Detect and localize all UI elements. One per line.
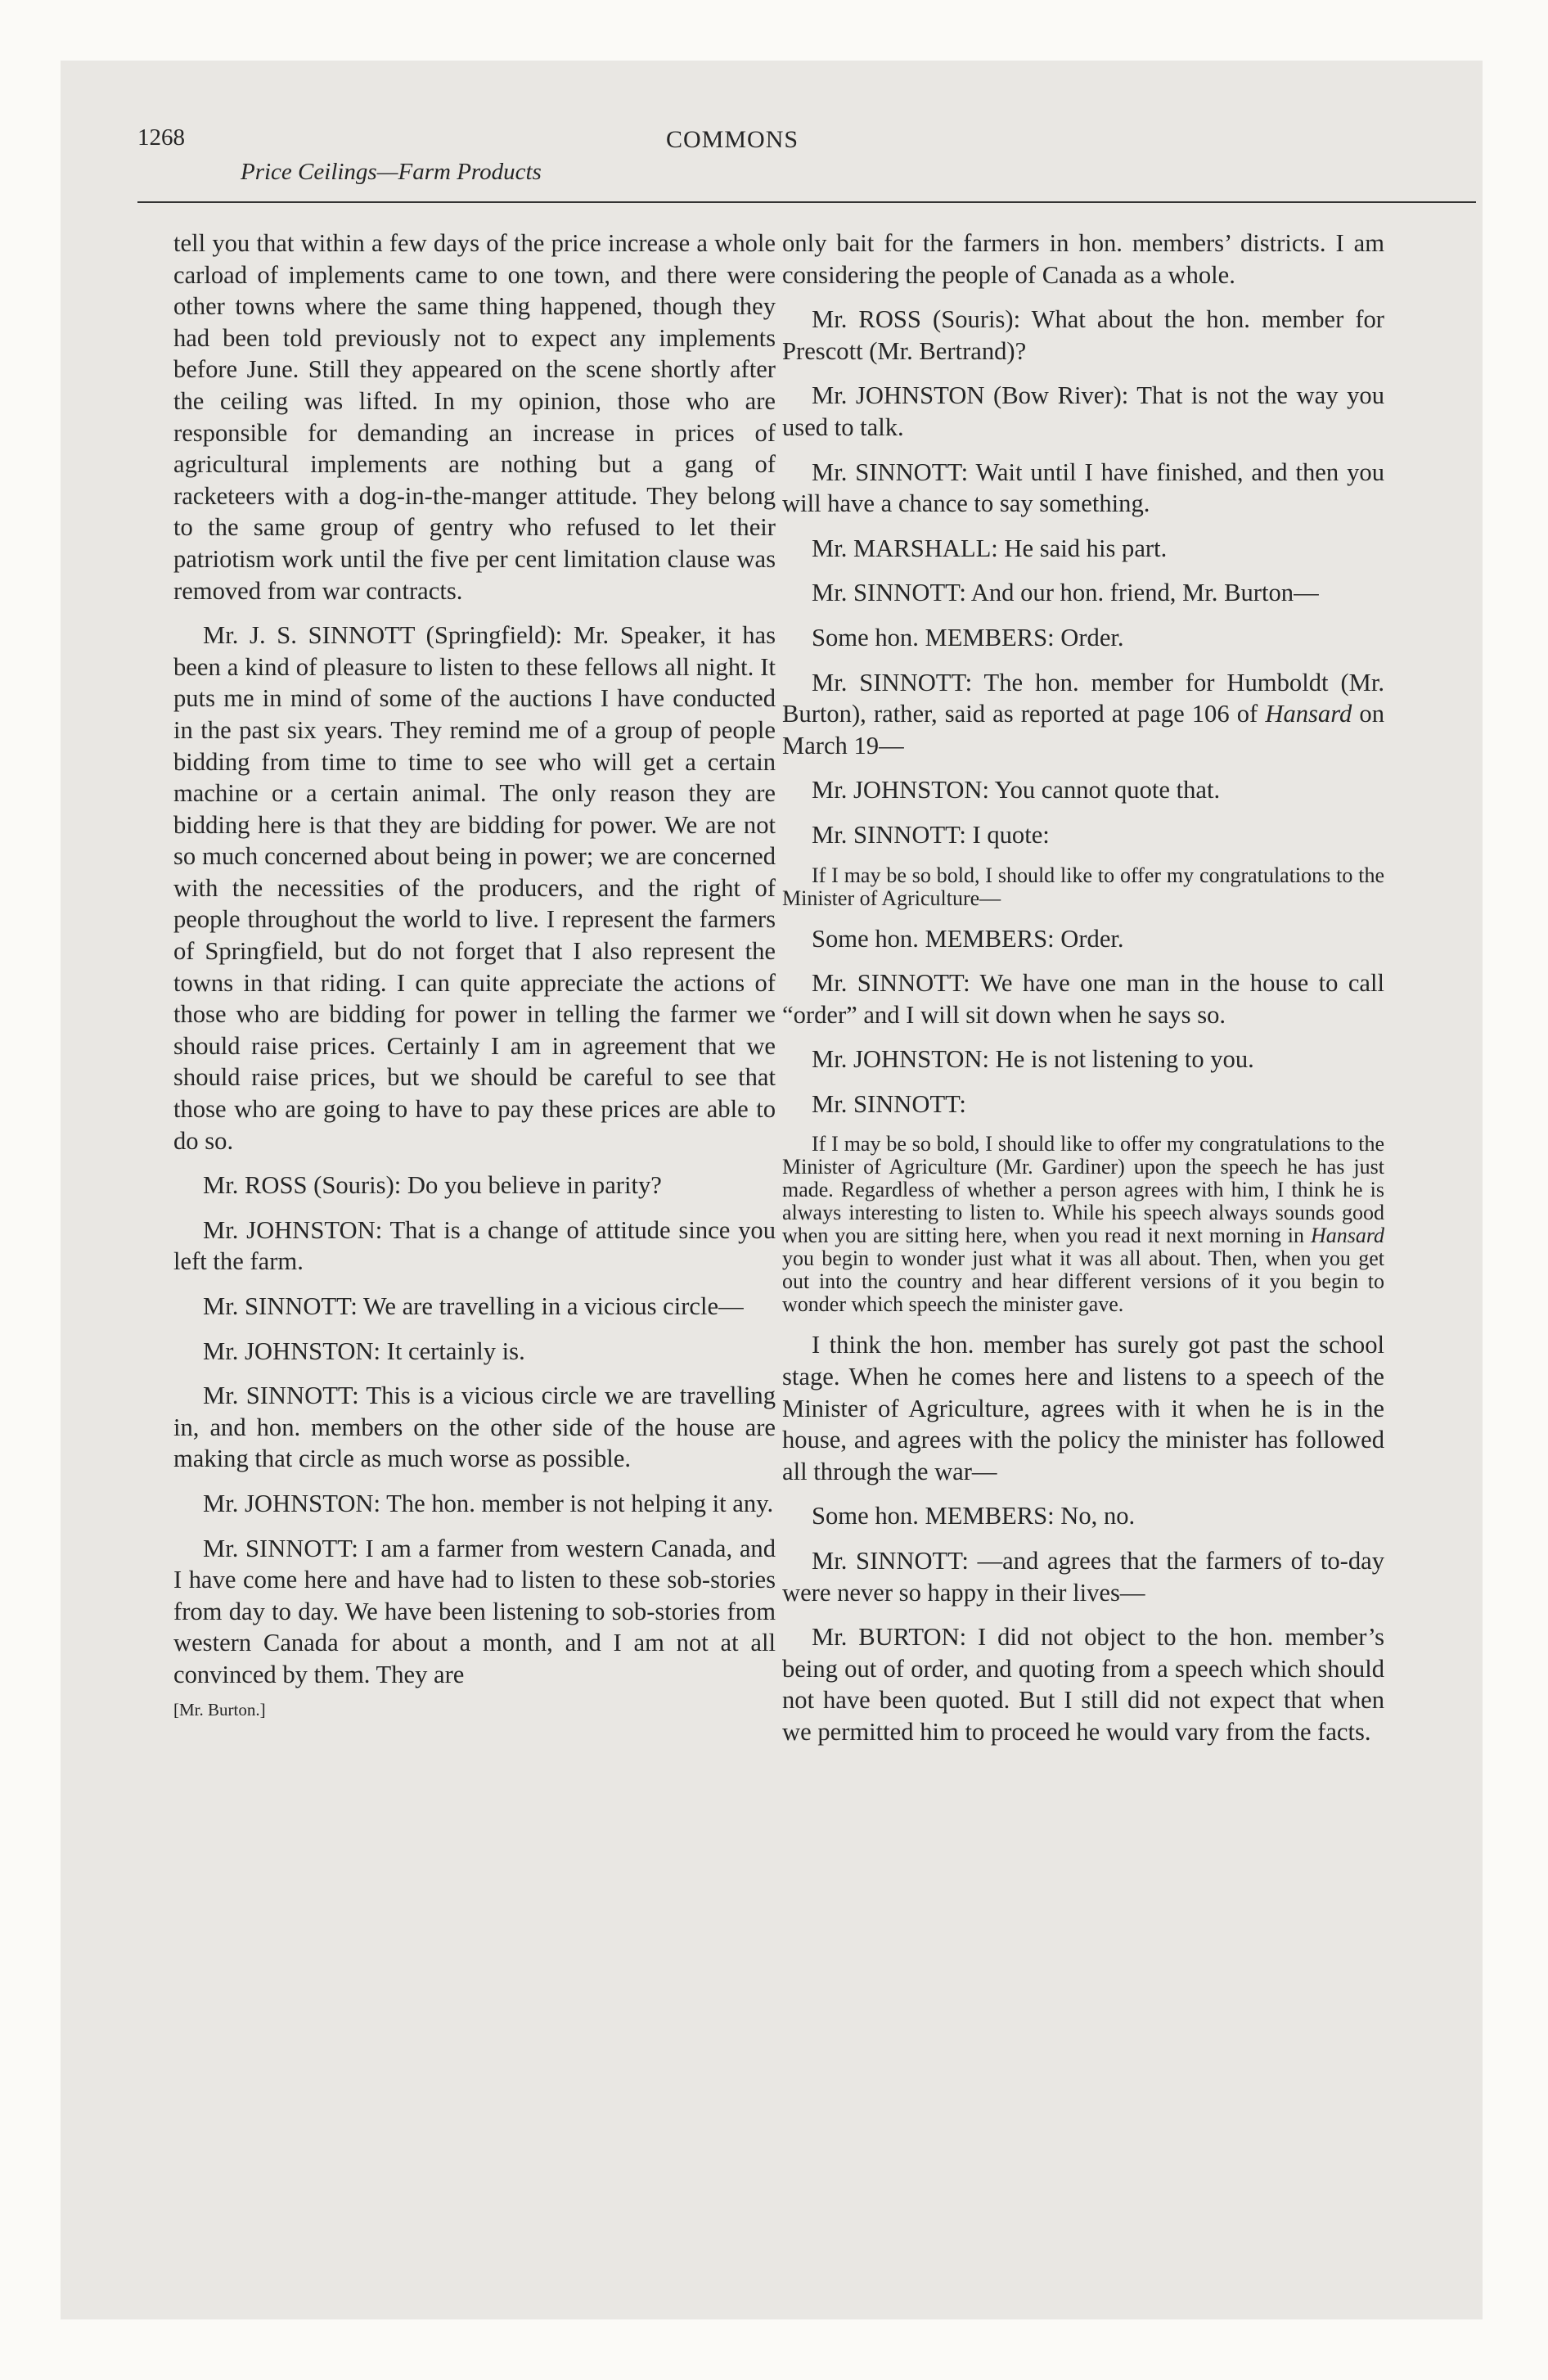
paragraph: only bait for the farmers in hon. members’ districts. I am considering the people of Canada as a whole. — [782, 229, 1384, 289]
paragraph — [782, 667, 1384, 762]
left-column — [173, 228, 776, 1725]
speaker-footer: [Mr. Burton.] — [173, 1699, 266, 1720]
quotation — [782, 1133, 1384, 1316]
scanned-page — [61, 61, 1483, 2319]
paragraph: Mr. SINNOTT: We are travelling in a vicious circle— — [203, 1292, 744, 1320]
chamber-heading: COMMONS — [666, 126, 799, 153]
paragraph: Mr. JOHNSTON: You cannot quote that. — [812, 776, 1221, 805]
quotation-text: If I may be so bold, I should like to offer my congratulations to the Minister of Agriculture (Mr. Gardiner) upon the speech he has just made. Regardless of whether a person agrees with him, I think he is always interesting to listen to. While his speech always sounds good when you are sitting here, when you read it next morning in — [782, 1132, 1384, 1248]
page-number: 1268 — [137, 124, 185, 151]
paragraph: Mr. SINNOTT: Wait until I have finished, and then you will have a chance to say something. — [782, 458, 1384, 518]
paragraph: Mr. SINNOTT: I quote: — [812, 820, 1050, 849]
paragraph: Some hon. MEMBERS: Order. — [812, 924, 1124, 953]
paragraph: Mr. JOHNSTON: He is not listening to you. — [812, 1045, 1254, 1074]
section-title: Price Ceilings—Farm Products — [241, 159, 542, 185]
hansard-title: Hansard — [1310, 1224, 1384, 1248]
paragraph: Mr. ROSS (Souris): Do you believe in parity? — [203, 1171, 662, 1200]
quotation: If I may be so bold, I should like to offer my congratulations to the Minister of Agriculture— — [782, 863, 1384, 910]
paragraph: Mr. JOHNSTON (Bow River): That is not the way you used to talk. — [782, 381, 1384, 441]
paragraph: Mr. SINNOTT: And our hon. friend, Mr. Burton— — [812, 579, 1319, 607]
paragraph: Mr. SINNOTT: This is a vicious circle we are travelling in, and hon. members on the other side of the house are making that circle as much worse as possible. — [173, 1382, 776, 1473]
paragraph: I think the hon. member has surely got past the school stage. When he comes here and listens to a speech of the Minister of Agriculture, agrees with it when he is in the house, and agrees with the policy the minister has followed all through the war— — [782, 1331, 1384, 1485]
header-rule — [137, 201, 1476, 203]
paragraph: Mr. JOHNSTON: It certainly is. — [203, 1336, 525, 1365]
paragraph: tell you that within a few days of the price increase a whole carload of implements came to one town, and there were other towns where the same thing happened, though they had been told previously not to expect any implements before June. Still they appeared on the scene shortly after the ceiling was lifted. In my opinion, those who are responsible for demanding an increase in prices of agricultural implements are nothing but a gang of racketeers with a dog-in-the-manger attitude. They belong to the same group of gentry who refused to let their patriotism work until the five per cent limitation clause was removed from war contracts. — [173, 229, 776, 605]
paragraph: Mr. SINNOTT: — [812, 1089, 966, 1118]
hansard-title: Hansard — [1265, 700, 1352, 728]
paragraph: Mr. SINNOTT: I am a farmer from western Canada, and I have come here and have had to listen to these sob-stories from day to day. We have been listening to sob-stories from western Canada for about a month, and I am not at all convinced by them. They are — [173, 1534, 776, 1688]
paragraph: Some hon. MEMBERS: Order. — [812, 623, 1124, 651]
paragraph: Mr. SINNOTT: We have one man in the house to call “order” and I will sit down when he says so. — [782, 969, 1384, 1029]
paragraph: Mr. BURTON: I did not object to the hon. member’s being out of order, and quoting from a speech which should not have been quoted. But I still did not expect that when we permitted him to proceed he would vary from the facts. — [782, 1623, 1384, 1746]
paragraph-text: on March 19— — [782, 700, 1385, 760]
paragraph: Mr. J. S. SINNOTT (Springfield): Mr. Speaker, it has been a kind of pleasure to listen to these fellows all night. It puts me in mind of some of the auctions I have conducted in the past six years. They remind me of a group of people bidding from time to time to see who will get a certain machine or a certain animal. The only reason they are bidding here is that they are bidding for power. We are not so much concerned about being in power; we are concerned with the necessities of the producers, and the right of people throughout the world to live. I represent the farmers of Springfield, but do not forget that I also represent the towns in that riding. I can quite appreciate the actions of those who are bidding for power in telling the farmer we should raise prices. Certainly I am in agreement that we should raise prices, but we should be careful to see that those who are going to have to pay these prices are able to do so. — [173, 621, 776, 1155]
quotation-text: you begin to wonder just what it was all about. Then, when you get out into the country and hear different versions of it you begin to wonder which speech the minister gave. — [782, 1246, 1384, 1317]
paragraph: Some hon. MEMBERS: No, no. — [812, 1502, 1136, 1530]
paragraph: Mr. JOHNSTON: The hon. member is not helping it any. — [203, 1489, 774, 1517]
paragraph: Mr. ROSS (Souris): What about the hon. member for Prescott (Mr. Bertrand)? — [782, 305, 1384, 365]
paragraph: Mr. MARSHALL: He said his part. — [812, 534, 1168, 562]
paragraph-text: Mr. SINNOTT: The hon. member for Humboldt (Mr. Burton), rather, said as reported at page 106 of — [782, 668, 1384, 728]
right-column — [782, 228, 1384, 1761]
paragraph: Mr. SINNOTT: —and agrees that the farmers of to-day were never so happy in their lives— — [782, 1547, 1384, 1607]
paragraph: Mr. JOHNSTON: That is a change of attitude since you left the farm. — [173, 1215, 776, 1276]
